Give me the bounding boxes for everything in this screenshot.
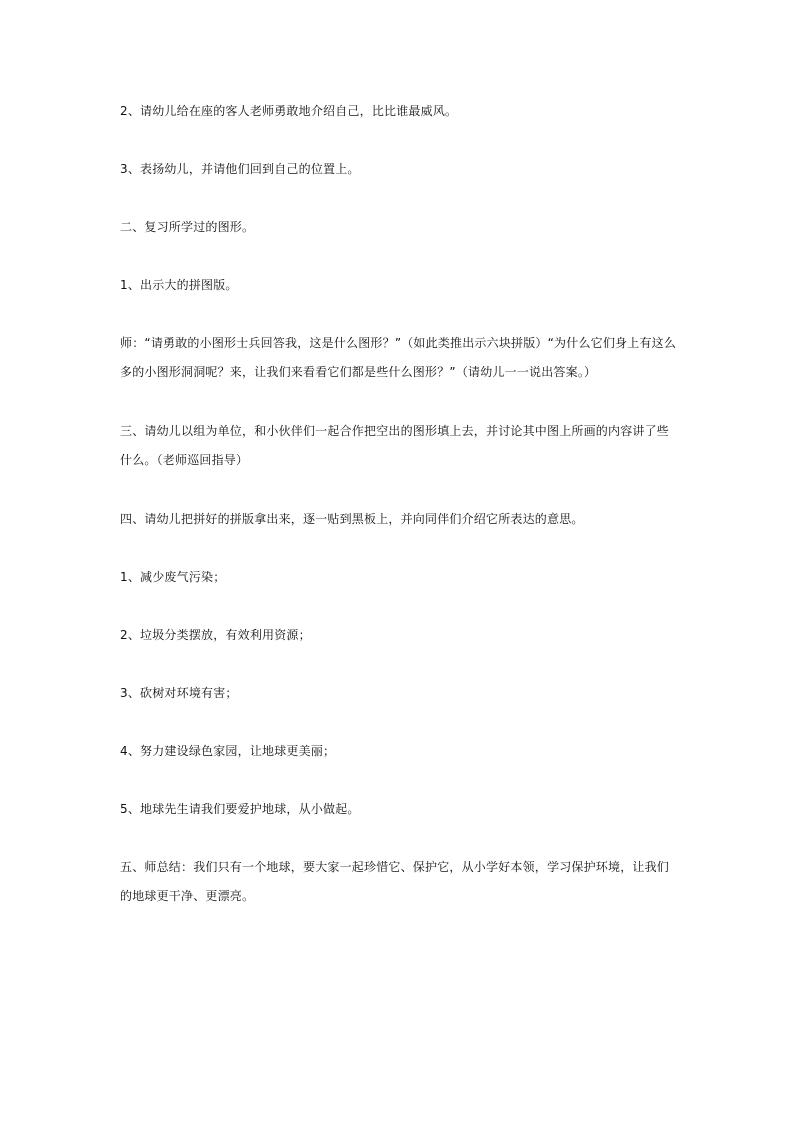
list-item-sort-garbage: 2、垃圾分类摆放，有效利用资源； xyxy=(120,628,311,642)
list-item-protect-earth: 5、地球先生请我们要爱护地球，从小做起。 xyxy=(120,802,360,816)
paragraph-introduce-self: 2、请幼儿给在座的客人老师勇敢地介绍自己，比比谁最威风。 xyxy=(120,104,458,118)
paragraph-show-puzzle-board: 1、出示大的拼图版。 xyxy=(120,278,238,292)
section-heading-group-work: 三、请幼儿以组为单位，和小伙伴们一起合作把空出的图形填上去，并讨论其中图上所画的内容讲了些什么。（老师巡回指导） xyxy=(120,424,670,467)
list-item-cutting-trees: 3、砍树对环境有害； xyxy=(120,686,238,700)
list-item-reduce-pollution: 1、减少废气污染； xyxy=(120,570,226,584)
paragraph-praise-children: 3、表扬幼儿，并请他们回到自己的位置上。 xyxy=(120,162,360,176)
section-heading-review-shapes: 二、复习所学过的图形。 xyxy=(120,220,255,234)
paragraph-teacher-question: 师：“请勇敢的小图形士兵回答我，这是什么图形？”（如此类推出示六块拼版）“为什么它们身上有这么多的小图形洞洞呢？来，让我们来看看它们都是些什么图形？”（请幼儿一一说出答案。） xyxy=(120,336,677,379)
section-heading-teacher-summary: 五、师总结：我们只有一个地球，要大家一起珍惜它、保护它，从小学好本领，学习保护环境，让我们的地球更干净、更漂亮。 xyxy=(120,860,670,903)
list-item-green-home: 4、努力建设绿色家园，让地球更美丽； xyxy=(120,744,336,758)
section-heading-present-boards: 四、请幼儿把拼好的拼版拿出来，逐一贴到黑板上，并向同伴们介绍它所表达的意思。 xyxy=(120,512,584,526)
